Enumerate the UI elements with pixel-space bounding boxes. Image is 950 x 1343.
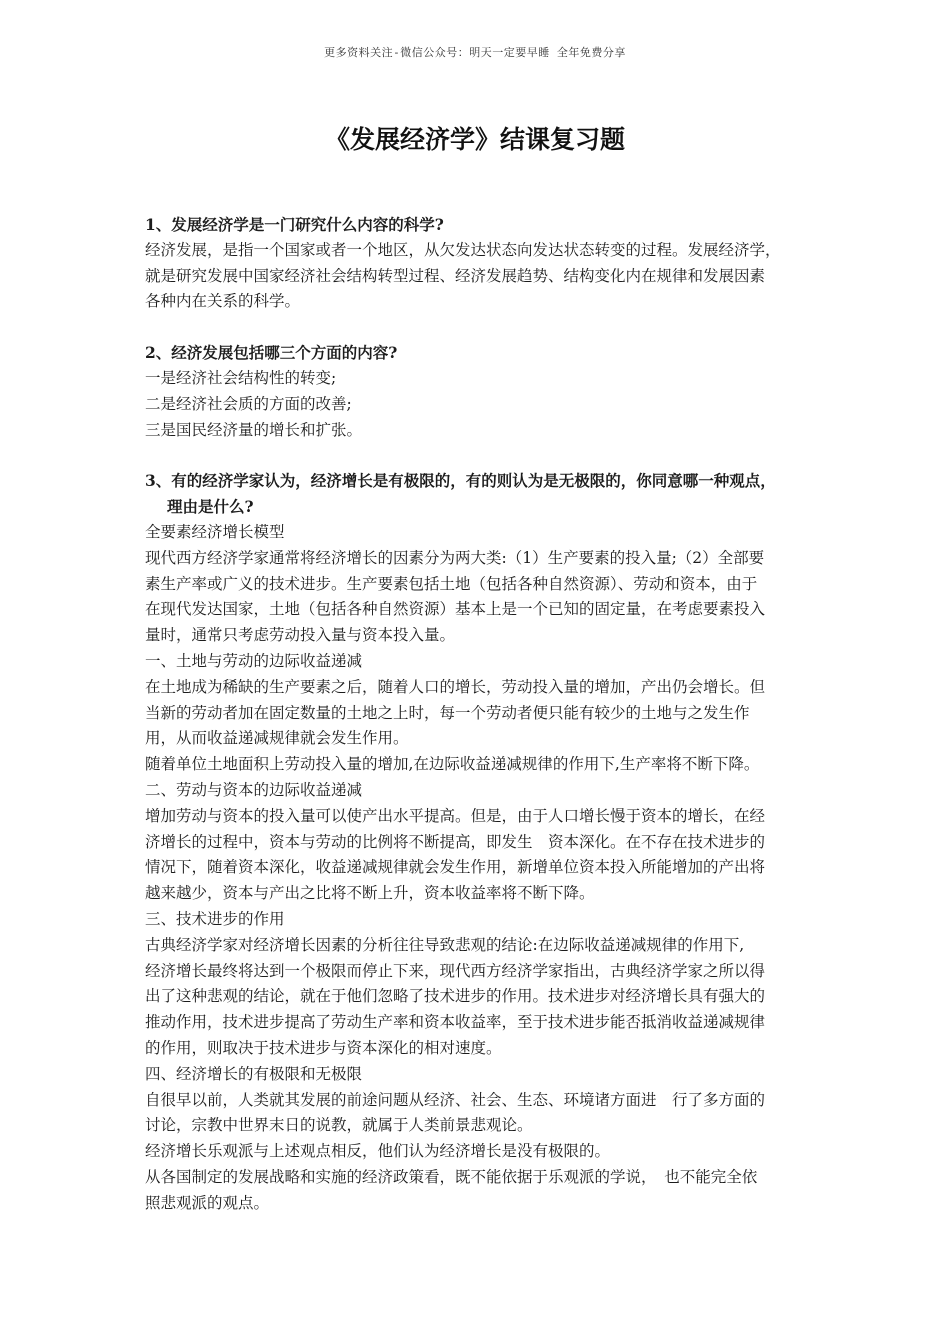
document-body: [145, 212, 820, 1216]
paragraph-line: 量时，通常只考虑劳动投入量与资本投入量。: [145, 626, 456, 645]
section-gap: [145, 315, 820, 340]
question-line: 2、经济发展包括哪三个方面的内容?: [145, 343, 398, 363]
paragraph-line: 推动作用，技术进步提高了劳动生产率和资本收益率，至于技术进步能否抵消收益递减规律: [145, 1013, 766, 1032]
paragraph-line: 现代西方经济学家通常将经济增长的因素分为两大类:（1）生产要素的投入量;（2）全部要: [145, 548, 765, 567]
paragraph-line: 经济增长乐观派与上述观点相反，他们认为经济增长是没有极限的。: [145, 1142, 611, 1161]
paragraph-line: 出了这种悲观的结论，就在于他们忽略了技术进步的作用。技术进步对经济增长具有强大的: [145, 987, 766, 1006]
paragraph-line: 古典经济学家对经济增长因素的分析往往导致悲观的结论:在边际收益递减规律的作用下,: [145, 935, 745, 954]
question-line: 理由是什么?: [167, 497, 254, 517]
paragraph-line: 二、劳动与资本的边际收益递减: [145, 780, 363, 799]
paragraph-line: 照悲观派的观点。: [145, 1193, 270, 1212]
paragraph-line: 情况下，随着资本深化，收益递减规律就会发生作用，新增单位资本投入所能增加的产出将: [145, 858, 766, 877]
paragraph-line: 三是国民经济量的增长和扩张。: [145, 420, 363, 439]
paragraph-line: 四、经济增长的有极限和无极限: [145, 1064, 363, 1083]
document-title: 《发展经济学》结课复习题: [324, 125, 625, 154]
paragraph-line: 自很早以前，人类就其发展的前途问题从经济、社会、生态、环境诸方面进 行了多方面的: [145, 1090, 766, 1109]
paragraph-line: 三、技术进步的作用: [145, 909, 285, 928]
paragraph-line: 讨论，宗教中世界末日的说教，就属于人类前景悲观论。: [145, 1116, 533, 1135]
paragraph-line: 就是研究发展中国家经济社会结构转型过程、经济发展趋势、结构变化内在规律和发展因素: [145, 266, 766, 285]
paragraph-line: 的作用，则取决于技术进步与资本深化的相对速度。: [145, 1038, 502, 1057]
paragraph-line: 济增长的过程中，资本与劳动的比例将不断提高，即发生 资本深化。在不存在技术进步的: [145, 832, 766, 851]
paragraph-line: 经济发展，是指一个国家或者一个地区，从欠发达状态向发达状态转变的过程。发展经济学，: [145, 240, 781, 259]
paragraph-line: 随着单位土地面积上劳动投入量的增加,在边际收益递减规律的作用下,生产率将不断下降。: [145, 755, 760, 774]
paragraph-line: 从各国制定的发展战略和实施的经济政策看，既不能依据于乐观派的学说， 也不能完全依: [145, 1167, 758, 1186]
paragraph-line: 在现代发达国家，土地（包括各种自然资源）基本上是一个已知的固定量，在考虑要素投入: [145, 600, 766, 619]
paragraph-line: 增加劳动与资本的投入量可以使产出水平提高。但是，由于人口增长慢于资本的增长，在经: [145, 806, 766, 825]
section-gap: [145, 443, 820, 468]
paragraph-line: 在土地成为稀缺的生产要素之后，随着人口的增长，劳动投入量的增加，产出仍会增长。但: [145, 677, 766, 696]
paragraph-line: 越来越少，资本与产出之比将不断上升，资本收益率将不断下降。: [145, 884, 595, 903]
paragraph-line: 用，从而收益递减规律就会发生作用。: [145, 729, 409, 748]
paragraph-line: 当新的劳动者加在固定数量的土地之上时，每一个劳动者便只能有较少的土地与之发生作: [145, 703, 750, 722]
paragraph-line: 一是经济社会结构性的转变;: [145, 368, 337, 387]
paragraph-line: 全要素经济增长模型: [145, 522, 285, 541]
page-header: 更多资料关注-微信公众号：明天一定要早睡 全年免费分享: [324, 46, 626, 59]
paragraph-line: 经济增长最终将达到一个极限而停止下来，现代西方经济学家指出，古典经济学家之所以得: [145, 961, 766, 980]
question-line: 1、发展经济学是一门研究什么内容的科学?: [145, 215, 444, 234]
paragraph-line: 素生产率或广义的技术进步。生产要素包括土地（包括各种自然资源）、劳动和资本，由于: [145, 574, 758, 593]
paragraph-line: 各种内在关系的科学。: [145, 292, 301, 311]
paragraph-line: 二是经济社会质的方面的改善;: [145, 394, 352, 413]
paragraph-line: 一、土地与劳动的边际收益递减: [145, 651, 363, 670]
question-line: 3、有的经济学家认为，经济增长是有极限的，有的则认为是无极限的，你同意哪一种观点，: [145, 471, 776, 491]
